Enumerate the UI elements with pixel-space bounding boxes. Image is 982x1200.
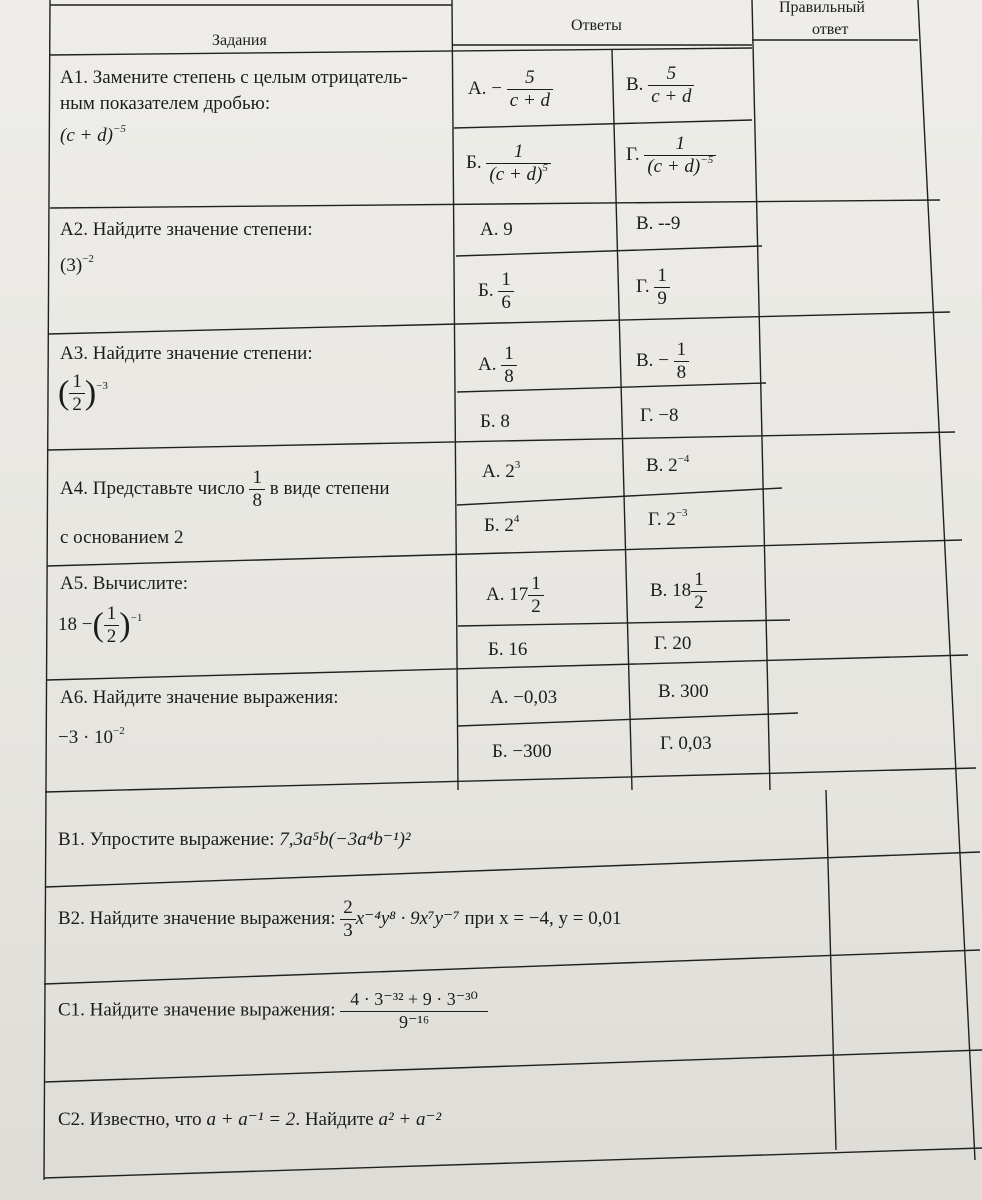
a5-option-g[interactable]: Г. 20 bbox=[654, 633, 692, 654]
a2-option-g[interactable]: Г. $\frac{1}{9}$ bbox=[636, 266, 670, 309]
a1-expression: $(c + d)^{-5}$ bbox=[60, 123, 126, 146]
a1-option-g[interactable]: Г. $\frac{1}{(c + d)^{-5}}$ bbox=[626, 134, 716, 177]
a1-text-line2: ным показателем дробью: bbox=[60, 93, 271, 114]
a3-option-b[interactable]: Б. 8 bbox=[480, 411, 510, 432]
b2-condition: при x = −4, y = 0,01 bbox=[464, 907, 622, 929]
a3-expression: ( $\frac{1}{2}$ )$^{-3}$ bbox=[58, 371, 108, 415]
a6-option-a[interactable]: А. −0,03 bbox=[490, 687, 558, 708]
a1-option-a[interactable]: А. − $\frac{5}{c + d}$ bbox=[468, 68, 553, 111]
a4-text-line2: с основанием 2 bbox=[60, 527, 184, 548]
a5-text: А5. Вычислите: bbox=[60, 573, 188, 594]
a3-option-v[interactable]: В. − $\frac{1}{8}$ bbox=[636, 340, 689, 383]
header-correct-line1: Правильный bbox=[779, 0, 865, 16]
a6-option-b[interactable]: Б. −300 bbox=[492, 741, 552, 762]
c2-condition: a + a⁻¹ = 2 bbox=[206, 1109, 296, 1130]
header-answers: Ответы bbox=[571, 17, 622, 34]
a6-text: А6. Найдите значение выражения: bbox=[60, 687, 339, 708]
a5-option-b[interactable]: Б. 16 bbox=[488, 639, 528, 660]
a2-expression: $(3)^{-2}$ bbox=[60, 253, 94, 276]
a4-option-a[interactable]: А. $2^3$ bbox=[482, 459, 521, 482]
a3-text: А3. Найдите значение степени: bbox=[60, 343, 313, 364]
a2-text: А2. Найдите значение степени: bbox=[60, 219, 313, 240]
a2-option-a[interactable]: А. 9 bbox=[480, 219, 513, 240]
a4-option-g[interactable]: Г. $2^{-3}$ bbox=[648, 507, 688, 530]
b2-expression: x⁻⁴y⁸ · 9x⁷y⁻⁷ bbox=[355, 907, 460, 929]
header-correct-line2: ответ bbox=[812, 21, 849, 38]
c2-task: С2. Известно, что a + a⁻¹ = 2. Найдите a² + a⁻² bbox=[58, 1109, 442, 1130]
a5-option-v[interactable]: В. 18 $\frac{1}{2}$ bbox=[650, 570, 707, 613]
header-tasks: Задания bbox=[212, 32, 267, 49]
a5-option-a[interactable]: А. 17 $\frac{1}{2}$ bbox=[486, 574, 544, 617]
a1-option-b[interactable]: Б. $\frac{1}{(c + d)^5}$ bbox=[466, 142, 551, 185]
a6-option-v[interactable]: В. 300 bbox=[658, 681, 709, 702]
a5-expression: 18 −( $\frac{1}{2}$ )$^{-1}$ bbox=[58, 603, 143, 647]
a6-expression: $-3 \cdot 10^{-2}$ bbox=[58, 725, 125, 748]
b2-task: В2. Найдите значение выражения: $\frac{2}{3}$ x⁻⁴y⁸ · 9x⁷y⁻⁷ при x = −4, y = 0,01 bbox=[58, 897, 622, 941]
a2-option-v[interactable]: В. --9 bbox=[636, 213, 681, 234]
a4-option-b[interactable]: Б. $2^4$ bbox=[484, 513, 520, 536]
a4-text-line1: А4. Представьте число $\frac{1}{8}$ в виде степени bbox=[60, 467, 390, 511]
c2-target: a² + a⁻² bbox=[378, 1109, 442, 1130]
a4-option-v[interactable]: В. $2^{-4}$ bbox=[646, 453, 690, 476]
a2-option-b[interactable]: Б. $\frac{1}{6}$ bbox=[478, 270, 514, 313]
a1-text-line1: А1. Замените степень с целым отрицатель- bbox=[60, 67, 408, 88]
c1-task: С1. Найдите значение выражения: $\frac{\text{4 · 3⁻³² + 9 · 3⁻³⁰}}{\text{9⁻¹⁶}}$ bbox=[58, 990, 488, 1032]
a3-option-a[interactable]: А. $\frac{1}{8}$ bbox=[478, 344, 517, 387]
b1-task: В1. Упростите выражение: 7,3a⁵b(−3a⁴b⁻¹)² bbox=[58, 829, 411, 850]
a3-option-g[interactable]: Г. −8 bbox=[640, 405, 679, 426]
b1-expression: 7,3a⁵b(−3a⁴b⁻¹)² bbox=[279, 829, 411, 850]
a6-option-g[interactable]: Г. 0,03 bbox=[660, 733, 712, 754]
a1-option-v[interactable]: В. $\frac{5}{c + d}$ bbox=[626, 64, 694, 107]
